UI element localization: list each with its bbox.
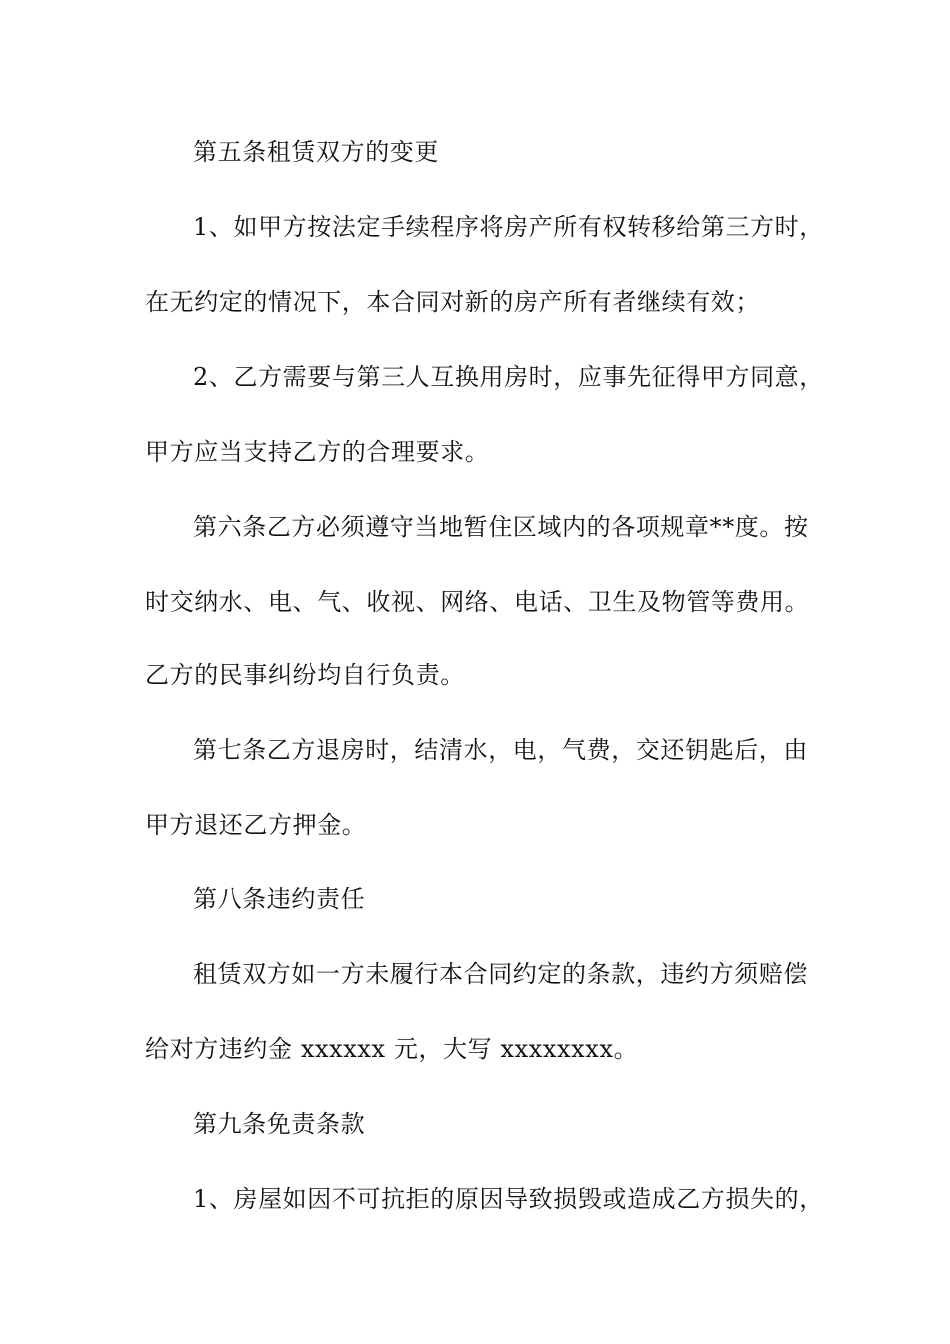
article-6-line-2: 时交纳水、电、气、收视、网络、电话、卫生及物管等费用。: [145, 588, 810, 616]
article-5-clause-1-line-1: 1、如甲方按法定手续程序将房产所有权转移给第三方时，: [193, 213, 824, 241]
article-8-heading: 第八条违约责任: [193, 885, 366, 913]
article-5-clause-1-line-2: 在无约定的情况下，本合同对新的房产所有者继续有效；: [145, 288, 760, 316]
article-6-line-3: 乙方的民事纠纷均自行负责。: [145, 661, 465, 689]
article-9-heading: 第九条免责条款: [193, 1110, 366, 1138]
article-8-line-2: 给对方违约金 xxxxxx 元，大写 xxxxxxxx。: [145, 1035, 639, 1063]
article-8-line-1: 租赁双方如一方未履行本合同约定的条款，违约方须赔偿: [193, 960, 808, 988]
article-7-line-2: 甲方退还乙方押金。: [145, 811, 367, 839]
article-5-clause-2-line-2: 甲方应当支持乙方的合理要求。: [145, 438, 490, 466]
article-7-line-1: 第七条乙方退房时，结清水，电，气费，交还钥匙后，由: [193, 736, 808, 764]
article-5-clause-2-line-1: 2、乙方需要与第三人互换用房时，应事先征得甲方同意，: [193, 363, 824, 391]
article-5-heading: 第五条租赁双方的变更: [193, 138, 439, 166]
article-6-line-1: 第六条乙方必须遵守当地暂住区域内的各项规章**度。按: [193, 513, 809, 541]
article-9-clause-1-line-1: 1、房屋如因不可抗拒的原因导致损毁或造成乙方损失的，: [193, 1185, 824, 1213]
